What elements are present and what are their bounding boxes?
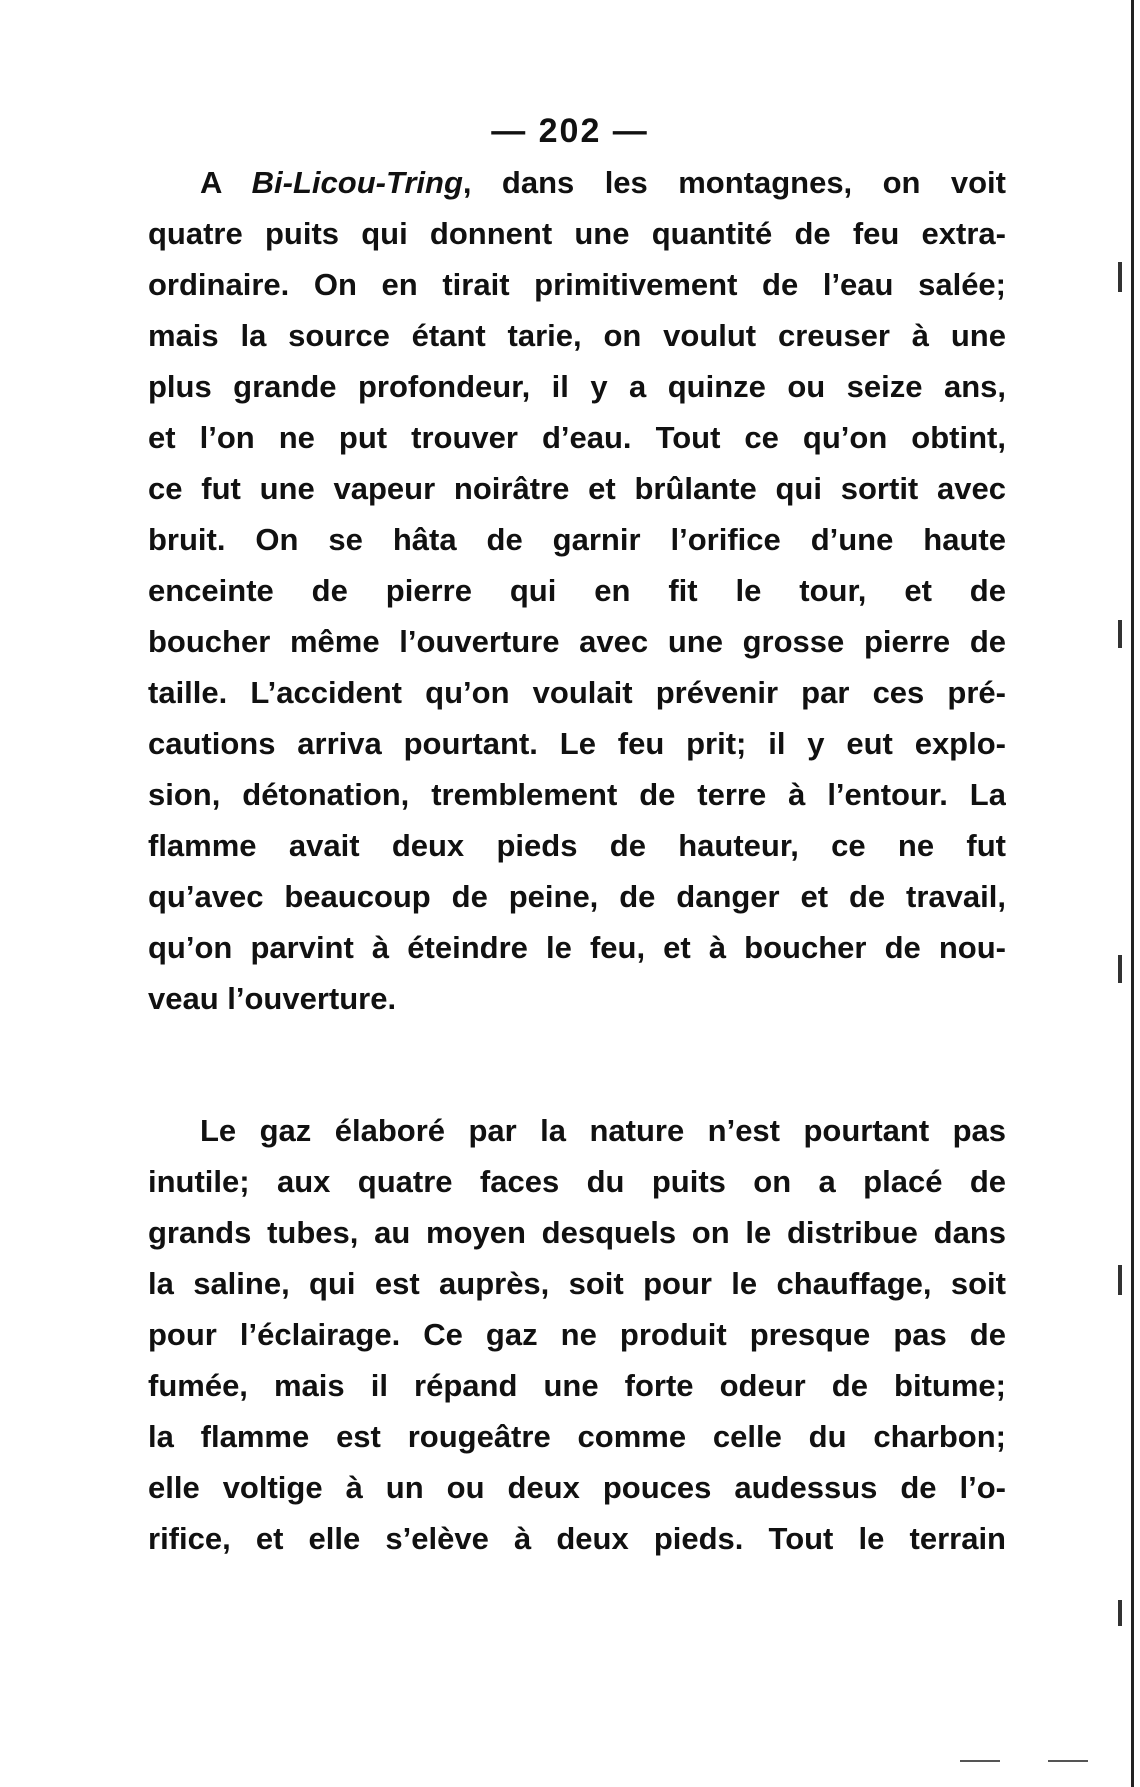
text-line: ordinaire. On en tirait primitivement de l’eau salée; [148,267,1006,302]
text-line: la flamme est rougeâtre comme celle du charbon; [148,1419,1006,1454]
text-line: quatre puits qui donnent une quantité de feu extra- [148,216,1006,251]
text-line: sion, détonation, tremblement de terre à l’entour. La [148,777,1006,812]
opening-line-rest: , dans les montagnes, on voit [462,165,1006,200]
text-line: pour l’éclairage. Ce gaz ne produit presque pas de [148,1317,1006,1352]
page-number: — 202 — [491,112,649,150]
scan-dash [960,1760,1000,1762]
text-line: ce fut une vapeur noirâtre et brûlante qui sortit avec [148,471,1006,506]
edge-mark [1118,620,1122,648]
text-line: qu’avec beaucoup de peine, de danger et de travail, [148,879,1006,914]
text-line: grands tubes, au moyen desquels on le distribue dans [148,1215,1006,1250]
page-edge-rule [1131,0,1134,1787]
text-line: flamme avait deux pieds de hauteur, ce ne fut [148,828,1006,863]
paragraph-2 [148,1105,1006,1564]
edge-mark [1118,1265,1122,1295]
opening-word: A [200,165,252,200]
paragraph-1 [148,157,1006,1024]
text-line: veau l’ouverture. [148,981,397,1016]
text-line: plus grande profondeur, il y a quinze ou seize ans, [148,369,1006,404]
text-line: bruit. On se hâta de garnir l’orifice d’une haute [148,522,1006,557]
text-line: boucher même l’ouverture avec une grosse pierre de [148,624,1006,659]
edge-mark [1118,262,1122,292]
text-line: elle voltige à un ou deux pouces audessus de l’o- [148,1470,1006,1505]
text-line: Le gaz élaboré par la nature n’est pourtant pas [200,1113,1006,1148]
text-line: et l’on ne put trouver d’eau. Tout ce qu’on obtint, [148,420,1006,455]
edge-mark [1118,955,1122,983]
text-line: taille. L’accident qu’on voulait prévenir par ces pré- [148,675,1006,710]
text-line: cautions arriva pourtant. Le feu prit; il y eut explo- [148,726,1006,761]
place-name: Bi-Licou-Tring [251,165,463,200]
edge-mark [1118,1600,1122,1626]
scan-dash [1048,1760,1088,1762]
text-line: inutile; aux quatre faces du puits on a placé de [148,1164,1006,1199]
text-line: mais la source étant tarie, on voulut creuser à une [148,318,1006,353]
text-line: qu’on parvint à éteindre le feu, et à boucher de nou- [148,930,1006,965]
text-line: enceinte de pierre qui en fit le tour, et de [148,573,1006,608]
paragraph-1-line-1 [148,157,1006,208]
text-line: fumée, mais il répand une forte odeur de bitume; [148,1368,1006,1403]
text-line: la saline, qui est auprès, soit pour le chauffage, soit [148,1266,1006,1301]
text-line: rifice, et elle s’elève à deux pieds. Tout le terrain [148,1521,1006,1556]
